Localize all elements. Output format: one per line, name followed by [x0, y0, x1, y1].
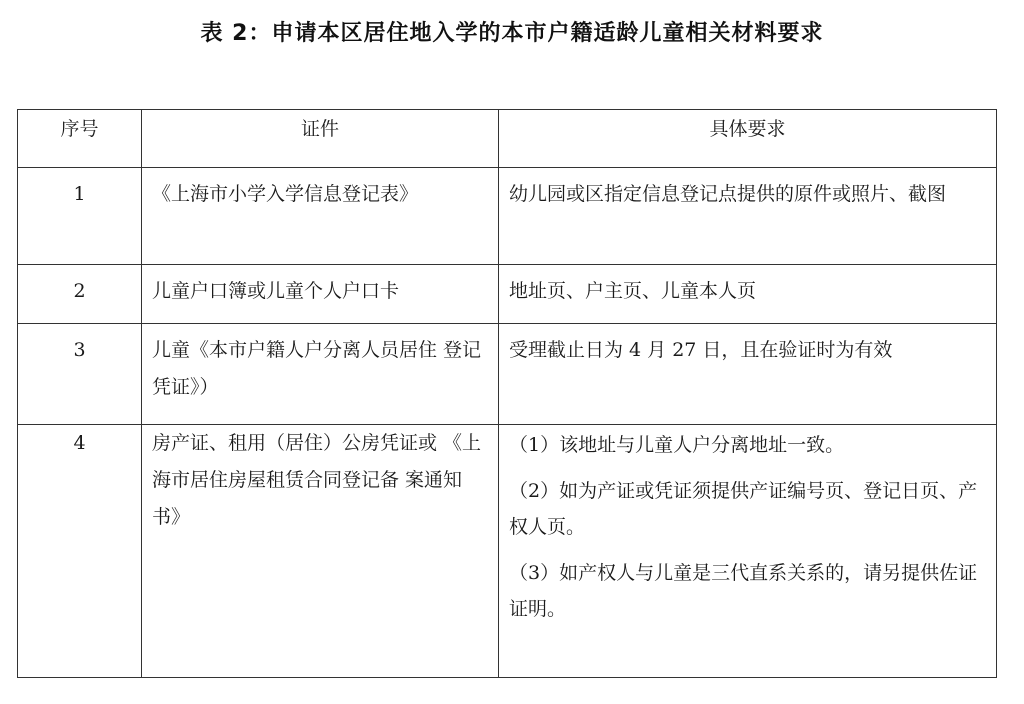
row-number: 4: [73, 432, 86, 454]
document-cell: [142, 265, 499, 324]
row-number: 1: [73, 183, 86, 205]
requirement-item: 幼儿园或区指定信息登记点提供的原件或照片、截图: [509, 183, 947, 205]
row-number-cell: [18, 324, 142, 425]
requirement-item: （3）如产权人与儿童是三代直系关系的，请另提供佐证证明。: [509, 562, 978, 620]
header-number: 序号: [18, 110, 142, 168]
table-title: 表 2：申请本区居住地入学的本市户籍适龄儿童相关材料要求: [200, 21, 824, 46]
requirement-item: （2）如为产证或凭证须提供产证编号页、登记日页、产权人页。: [509, 480, 978, 538]
table-row: [18, 168, 997, 265]
row-number-cell: [18, 265, 142, 324]
table-row: [18, 324, 997, 425]
document-cell: [142, 425, 499, 678]
document-name: 儿童户口簿或儿童个人户口卡: [152, 280, 400, 302]
requirements-table: [17, 109, 997, 678]
row-number-cell: [18, 425, 142, 678]
document-name: 《上海市小学入学信息登记表》: [152, 183, 419, 205]
table-header-row: [18, 110, 997, 168]
header-document: 证件: [142, 110, 499, 168]
row-number-cell: [18, 168, 142, 265]
requirement-item: 地址页、户主页、儿童本人页: [509, 280, 757, 302]
header-requirements: 具体要求: [499, 110, 997, 168]
table-row: [18, 265, 997, 324]
requirement-item: 受理截止日为 4 月 27 日，且在验证时为有效: [509, 339, 893, 361]
requirements-cell: [499, 168, 997, 265]
requirements-cell: [499, 425, 997, 678]
row-number: 3: [73, 339, 86, 361]
document-cell: [142, 324, 499, 425]
requirements-cell: [499, 324, 997, 425]
row-number: 2: [73, 280, 86, 302]
document-name: 儿童《本市户籍人户分离人员居住 登记凭证》）: [152, 339, 482, 398]
table-row: [18, 425, 997, 678]
document-cell: [142, 168, 499, 265]
requirements-cell: [499, 265, 997, 324]
requirement-item: （1）该地址与儿童人户分离地址一致。: [509, 434, 845, 456]
document-name: 房产证、租用（居住）公房凭证或 《上海市居住房屋租赁合同登记备 案通知书》: [152, 432, 482, 528]
